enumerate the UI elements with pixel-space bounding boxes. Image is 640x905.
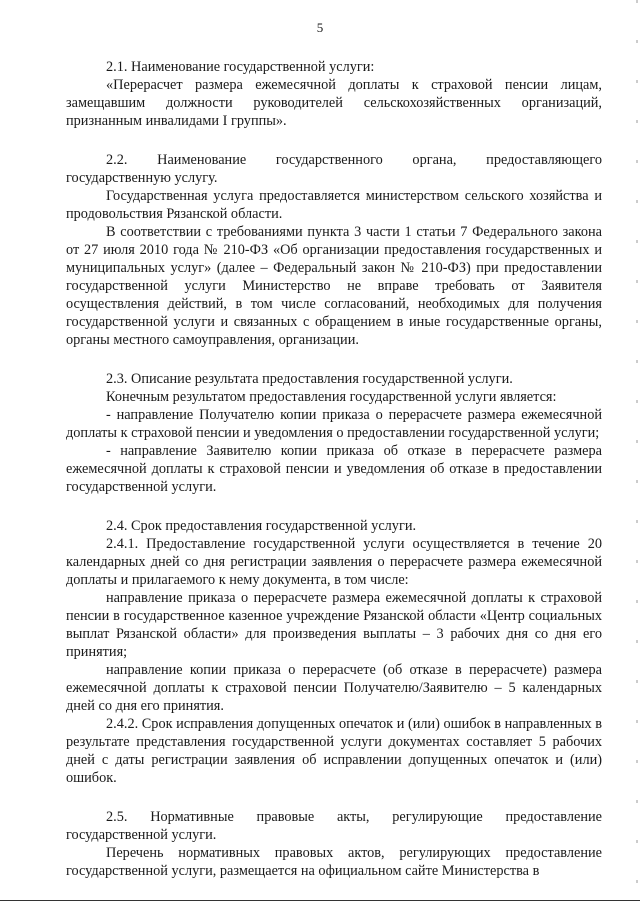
section-2-5-heading: 2.5. Нормативные правовые акты, регулирующие предоставление государственной услуги. (66, 809, 602, 843)
paragraph: Государственная услуга предоставляется министерством сельского хозяйства и продовольствия Рязанской области. (66, 188, 602, 222)
section-2-1-heading: 2.1. Наименование государственной услуги: (106, 59, 375, 75)
scan-edge-marks (636, 0, 638, 905)
scan-bottom-edge (0, 900, 640, 901)
paragraph: направление копии приказа о перерасчете (об отказе в перерасчете) размера ежемесячной доплаты к страховой пенсии Получателю/Заявителю – 5 календарных дней со дня его принятия. (66, 662, 602, 714)
paragraph: В соответствии с требованиями пункта 3 части 1 статьи 7 Федерального закона от 27 июля 2010 года № 210-ФЗ «Об организации предоставления государственных и муниципальных услуг» (далее – Федеральный закон № 210-ФЗ) при предоставлении государственной услуги Министерство не вправе требовать от Заявителя осуществления действий, в том числе согласований, необходимых для получения государственной услуги и связанных с обращением в иные государственные органы, органы местного самоуправления, организации. (66, 224, 602, 348)
document-body (66, 58, 602, 880)
paragraph: Конечным результатом предоставления государственной услуги является: (106, 389, 557, 405)
section-2-4-1: 2.4.1. Предоставление государственной услуги осуществляется в течение 20 календарных дней со дня регистрации заявления о перерасчете размера ежемесячной доплаты и прилагаемого к нему документа, в том числе: (66, 536, 602, 588)
section-2-3-heading: 2.3. Описание результата предоставления государственной услуги. (106, 371, 513, 387)
section-2-4-2: 2.4.2. Срок исправления допущенных опечаток и (или) ошибок в направленных в результате представления государственной услуги документах составляет 5 рабочих дней с даты регистрации заявления об исправлении допущенных опечаток и (или) ошибок. (66, 716, 602, 786)
section-2-2-heading: 2.2. Наименование государственного органа, предоставляющего государственную услугу. (66, 152, 602, 186)
list-item: - направление Заявителю копии приказа об отказе в перерасчете размера ежемесячной доплаты к страховой пенсии и уведомления об отказе в предоставлении государственной услуги. (66, 443, 602, 495)
paragraph: Перечень нормативных правовых актов, регулирующих предоставление государственной услуги, размещается на официальном сайте Министерства в (66, 845, 602, 879)
page-number: 5 (316, 20, 324, 35)
list-item: - направление Получателю копии приказа о перерасчете размера ежемесячной доплаты к страховой пенсии и уведомления о предоставлении государственной услуги; (66, 407, 602, 441)
service-name: «Перерасчет размера ежемесячной доплаты к страховой пенсии лицам, замещавшим должности руководителей сельскохозяйственных организаций, признанным инвалидами I группы». (66, 77, 602, 129)
paragraph: направление приказа о перерасчете размера ежемесячной доплаты к страховой пенсии в государственное казенное учреждение Рязанской области «Центр социальных выплат Рязанской области» для произведения выплаты – 3 рабочих дня со дня его принятия; (66, 590, 602, 660)
section-2-4-heading: 2.4. Срок предоставления государственной услуги. (106, 518, 417, 534)
